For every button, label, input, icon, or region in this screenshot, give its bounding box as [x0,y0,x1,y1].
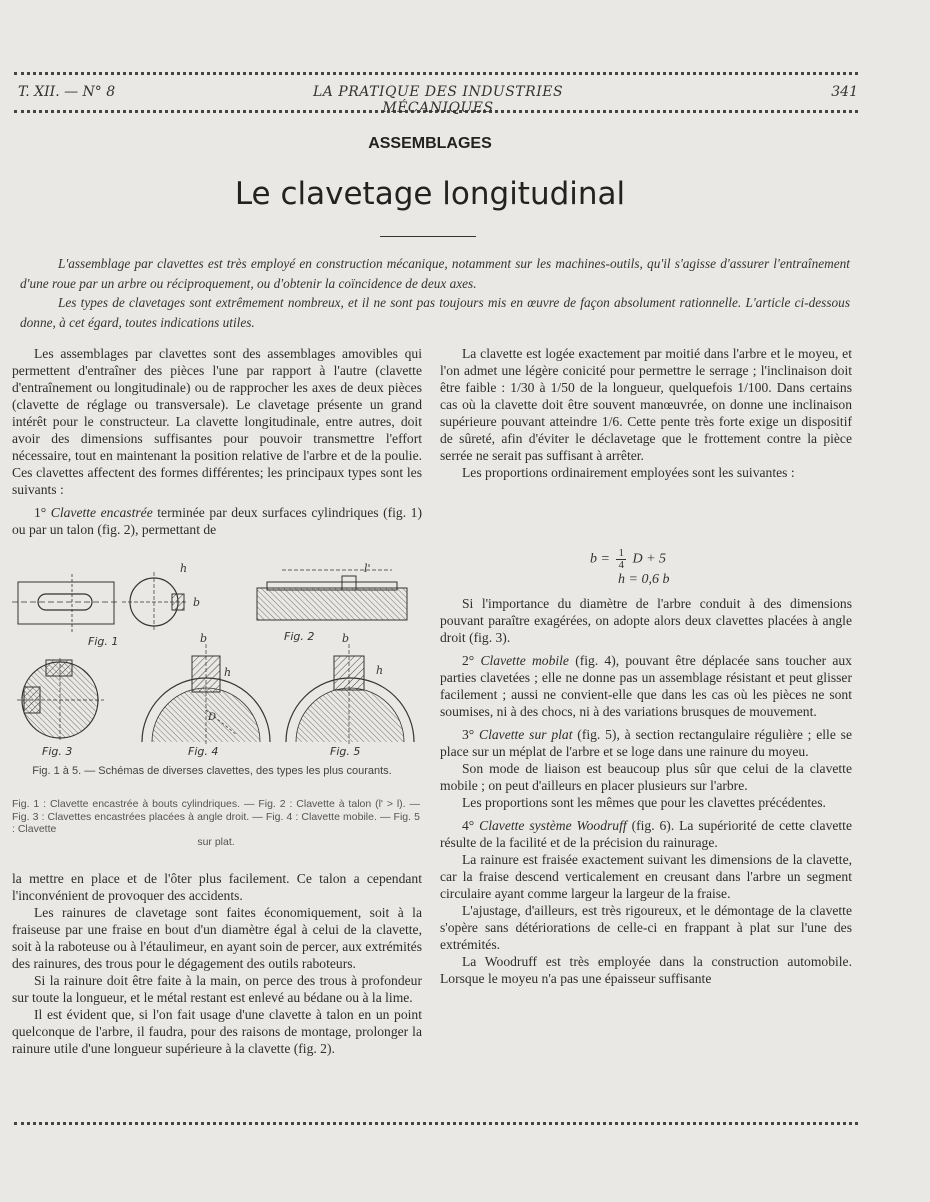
body-paragraph [440,652,852,720]
formula-fraction [616,548,626,571]
item-name: Clavette système Woodruff [479,818,627,833]
body-paragraph [440,817,852,851]
item-number: 4° [462,818,475,833]
fig5-label-b: b [342,632,350,645]
fig5-drawing [286,644,414,745]
column-right-top [440,345,852,481]
fraction-denominator: 4 [618,559,624,571]
fig1-drawing [12,572,188,632]
title-rule [380,236,476,237]
figures-1-5 [12,560,422,765]
column-left-top [12,345,422,538]
fig2-caption: Fig. 2 [284,630,315,643]
intro-paragraph: Les types de clavetages sont extrêmement nombreux, et il ne sont pas toujours mis en œuvre de façon absolument rationnelle. L'article ci-dessous donne, à cet égard, toutes indications utiles. [20,295,850,330]
item-text: (fig. 6). La supériorité de cette clavette résulte de la facilité et de la précision du rainurage. [440,818,852,850]
body-paragraph: La clavette est logée exactement par moitié dans l'arbre et le moyeu, et l'on admet une légère conicité pour permettre le serrage ; l'inclinaison doit être faible : 1/30 à 1/50 de la longueur, quelquefois 1/100. Dans certains cas où la clavette doit être souvent manœuvrée, on donne une inclinaison supérieure pouvant atteindre 1/6. Cette pente très forte exige un dispositif de sûreté, afin d'éviter le déclavetage que le frottement contre la pièce serrée ne serait pas suffisant à arrêter. [440,346,852,463]
volume-number: T. XII. — N° 8 [18,84,116,100]
body-paragraph: Les proportions ordinairement employées sont les suivantes : [462,465,795,480]
item-name: Clavette encastrée [50,505,153,520]
body-paragraph [440,726,852,760]
body-paragraph: Les rainures de clavetage sont faites économiquement, soit à la fraiseuse par une fraise en bout d'un diamètre égal à celui de la clavette, soit à la raboteuse ou à l'étaulimeur, en ayant soin de percer, aux extrémités des rainures, des trous pour le dégagement des outils raboteurs. [12,905,422,971]
body-paragraph: Les assemblages par clavettes sont des assemblages amovibles qui permettent d'entraîner des pièces l'une par rapport à l'autre (clavette d'entraînement ou longitudinale) ou de rapprocher les axes de deux pièces (clavette de réglage ou transversale). Le clavetage présente un grand intérêt pour le constructeur. La clavette longitudinale, entre autres, doit avoir des dimensions suffisantes pour pouvoir transmettre l'effort nécessaire, tout en maintenant la position relative de l'arbre et de la poulie. Ces clavettes affectent des formes différentes; les principaux types sont les suivants : [12,346,422,497]
column-left-bottom [12,870,422,1057]
body-paragraph: Les proportions sont les mêmes que pour les clavettes précédentes. [462,795,826,810]
fig1-label-b: b [193,596,201,609]
journal-title: LA PRATIQUE DES INDUSTRIES MÉCANIQUES [312,84,564,116]
article-title: Le clavetage longitudinal [234,176,626,212]
item-number: 3° [462,727,475,742]
body-paragraph: La rainure est fraisée exactement suivant les dimensions de la clavette, car la fraise descend verticalement en creusant dans l'arbre un segment circulaire ayant comme largeur la largeur de la fraise. [440,852,852,901]
body-paragraph: L'ajustage, d'ailleurs, est très rigoureux, et le démontage de la clavette s'opère sans détériorations de celle-ci en frappant à plat sur l'une des extrémités. [440,903,852,952]
fig2-drawing [257,570,407,620]
intro-paragraph: L'assemblage par clavettes est très employé en construction mécanique, notamment sur les machines-outils, qu'il s'agisse d'assurer l'entraînement d'une roue par un arbre ou réciproquement, ou d'obtenir la coïncidence de deux axes. [20,256,850,291]
fig3-drawing [17,658,104,742]
fig4-caption: Fig. 4 [188,745,219,758]
fig4-label-h: h [224,666,232,679]
fig1-caption: Fig. 1 [88,635,119,648]
formula-h: h = 0,6 b [618,572,670,587]
item-text: terminée par deux surfaces cylindriques (fig. 1) ou par un talon (fig. 2), permettant de [12,505,423,537]
body-paragraph [12,504,422,538]
body-paragraph: Si la rainure doit être faite à la main, on perce des trous à profondeur sur toute la longueur, et le métal restant est enlevé au bédane ou à la lime. [12,973,422,1005]
item-name: Clavette sur plat [479,727,573,742]
item-number: 1° [34,505,47,520]
fraction-numerator: 1 [618,547,624,559]
body-paragraph: la mettre en place et de l'ôter plus facilement. Ce talon a cependant l'inconvénient de provoquer des accidents. [12,871,422,903]
running-header [18,84,858,116]
formula-b-rhs: D + 5 [632,551,667,567]
section-heading: ASSEMBLAGES [368,135,492,152]
fig1-label-h: h [180,562,188,575]
item-text: (fig. 4), pouvant être déplacée sans toucher aux parties clavetées ; elle ne donne pas un assemblage résistant et peut glisser facilement ; aussi ne convient-elle que dans les cas où les pièces ne sont soumises, ni à des chocs, ni à des variations brusques de mouvement. [440,653,852,719]
fig5-label-h: h [376,664,384,677]
item-text: (fig. 5), à section rectangulaire régulière ; elle se place sur un méplat de l'arbre et se loge dans une rainure du moyeu. [440,727,852,759]
page-number: 341 [831,84,858,100]
footer-rule [14,1122,858,1125]
article-intro [20,254,850,332]
column-right-bottom [440,595,852,987]
item-number: 2° [462,653,475,668]
item-name: Clavette mobile [480,653,569,668]
formula-b [590,548,666,571]
body-paragraph: La Woodruff est très employée dans la construction automobile. Lorsque le moyeu n'a pas une épaisseur suffisante [440,954,852,986]
figures-drawing [12,560,422,765]
fig5-caption: Fig. 5 [330,745,361,758]
body-paragraph: Son mode de liaison est beaucoup plus sûr que celui de la clavette mobile ; on peut d'ailleurs en placer plusieurs sur l'arbre. [440,761,852,793]
body-paragraph: Il est évident que, si l'on fait usage d'une clavette à talon en un point quelconque de l'arbre, il faudra, pour des raisons de montage, prolonger la rainure utile d'une longueur supérieure à la clavette (fig. 2). [12,1007,422,1056]
fig3-caption: Fig. 3 [42,745,73,758]
formula-b-lhs: b = [590,551,610,567]
figure-caption: Fig. 1 à 5. — Schémas de diverses clavettes, des types les plus courants. [32,765,392,777]
header-top-rule [14,72,858,75]
figure-caption-detail [12,798,420,848]
fig4-drawing [142,644,270,745]
fig4-label-b: b [200,632,208,645]
fig4-label-D: D [208,712,217,723]
body-paragraph: Si l'importance du diamètre de l'arbre conduit à des dimensions pouvant paraître exagérées, on adopte alors deux clavettes placées à angle droit (fig. 3). [440,596,852,645]
caption-detail-text: Fig. 1 : Clavette encastrée à bouts cylindriques. — Fig. 2 : Clavette à talon (l' > l). — Fig. 3 : Clavettes encastrées placées à angle droit. — Fig. 4 : Clavette mobile. — Fig. 5 : Clavette [12,798,420,835]
fig2-label-lp: l' [364,562,371,575]
caption-detail-end: sur plat. [197,835,235,848]
